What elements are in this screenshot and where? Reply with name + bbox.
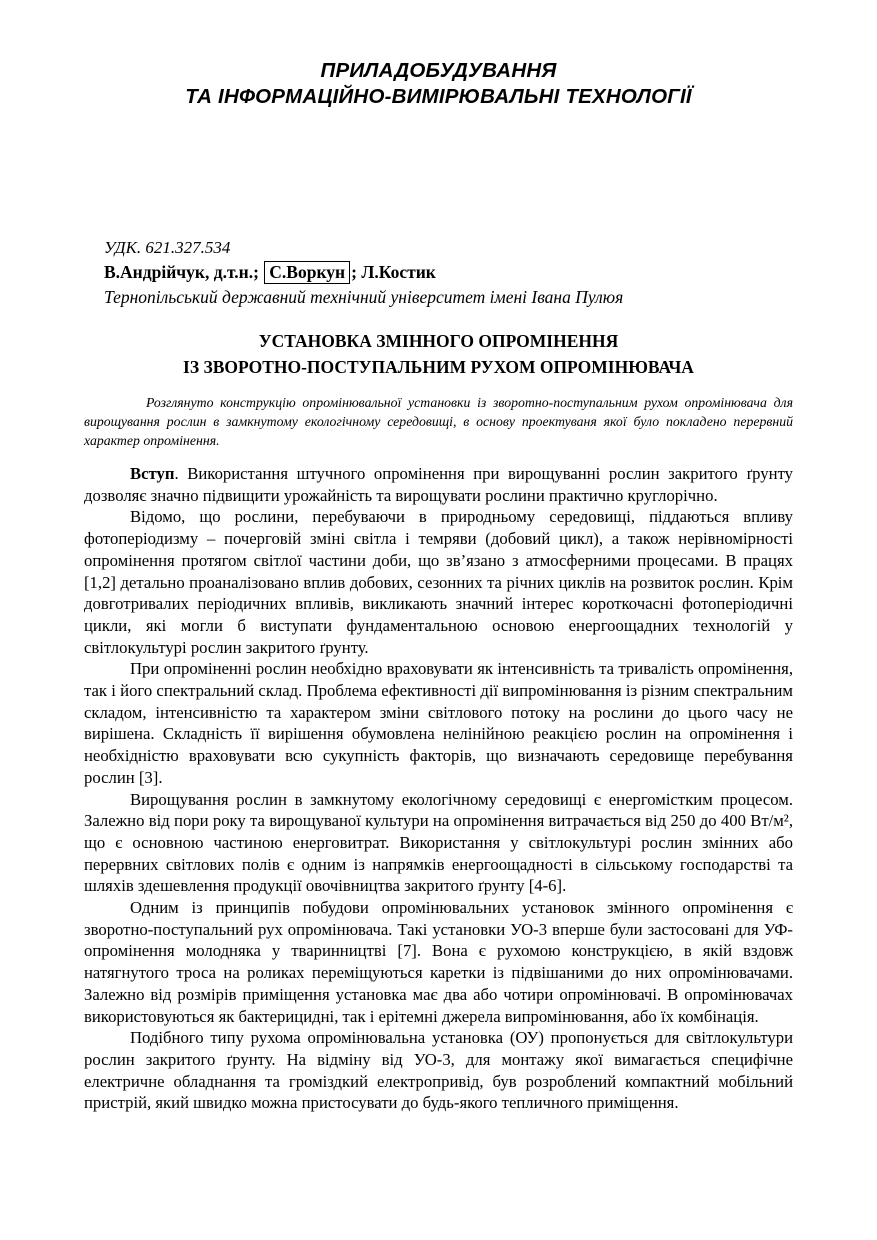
affiliation: Тернопільський державний технічний університет імені Івана Пулюя [104,287,624,307]
intro-lead-word: Вступ [130,464,175,483]
article-meta [104,235,793,310]
article-title [84,328,793,380]
udc-code: УДК. 621.327.534 [104,238,231,257]
intro-paragraph-text: . Використання штучного опромінення при вирощуванні рослин закритого ґрунту дозволяє значно підвищити урожайність та вирощувати рослини практично круглорічно. [84,464,793,505]
body-paragraph: Відомо, що рослини, перебуваючи в природньому середовищі, піддаються впливу фотоперіодизму – почерговій зміні світла і темряви (добовий цикл), а також нерівномірності опромінення протягом світлої частини доби, що зв’язано з атмосферними процесами. В працях [1,2] детально проаналізовано вплив добових, сезонних та річних циклів на розвиток рослин. Крім довготривалих періодичних впливів, викликають значний інтерес короткочасні фотоперіодичні цикли, які могли б виступати фундаментальною основою енергоощадних технологій у світлокультурі рослин закритого ґрунту. [84,507,793,657]
author-boxed: С.Воркун [264,261,350,284]
journal-header [84,58,793,110]
journal-header-line1: ПРИЛАДОБУДУВАННЯ [320,59,557,82]
author-last: ; Л.Костик [351,262,436,282]
body-paragraph: При опроміненні рослин необхідно враховувати як інтенсивність та тривалість опромінення, так і його спектральний склад. Проблема ефективності дії випромінювання із різним спектральним складом, інтенсивністю та характером зміни світлового потоку на рослини до цього часу не вирішена. Складність її вирішення обумовлена нелінійною реакцією рослин на опромінення і необхідністю враховувати всю сукупність факторів, що визначають середовище перебування рослин [3]. [84,659,793,787]
article-body [84,463,793,1114]
body-paragraph: Одним із принципів побудови опромінювальних установок змінного опромінення є зворотно-поступальний рух опромінювача. Такі установки УО-3 вперше були застосовані для УФ-опромінення молодняка у тваринництві [7]. Вона є рухомою конструкцією, в якій вздовж натягнутого троса на роликах переміщуються каретки із підвішаними до них опромінювачами. Залежно від розмірів приміщення установка має два або чотири опромінювачі. В опромінювачах використовуються як бактерицидні, так і ерітемні джерела випромінювання, або їх комбінація. [84,898,793,1026]
article-title-line1: УСТАНОВКА ЗМІННОГО ОПРОМІНЕННЯ [258,331,619,351]
body-paragraph: Вирощування рослин в замкнутому екологічному середовищі є енергомістким процесом. Залежно від пори року та вирощуваної культури на опромінення витрачається від 250 до 400 Вт/м², що є основною частиною енерговитрат. Використання у світлокультурі рослин змінних або перервних світлових полів є одним із напрямків енергоощадності в сільському господарстві та шляхів здешевлення продукції овочівництва закритого ґрунту [4-6]. [84,789,793,896]
journal-header-line2: ТА ІНФОРМАЦІЙНО-ВИМІРЮВАЛЬНІ ТЕХНОЛОГІЇ [185,85,692,108]
article-title-line2: ІЗ ЗВОРОТНО-ПОСТУПАЛЬНИМ РУХОМ ОПРОМІНЮВАЧА [183,357,694,377]
intro-paragraph [84,463,793,506]
abstract: Розглянуто конструкцію опромінювальної установки із зворотно-поступальним рухом опромінювача для вирощування рослин в замкнутому екологічному середовищі, в основу проектуваня якої було покладено перервний характер опромінення. [84,395,793,448]
authors-line [104,260,793,285]
author-first: В.Андрійчук, д.т.н.; [104,262,264,282]
body-paragraph: Подібного типу рухома опромінювальна установка (ОУ) пропонується для світлокультури рослин закритого ґрунту. На відміну від УО-3, для монтажу якої вимагається специфічне електричне обладнання та громіздкий електропривід, був розроблений компактний мобільний пристрій, який швидко можна пристосувати до будь-якого тепличного приміщення. [84,1028,793,1113]
